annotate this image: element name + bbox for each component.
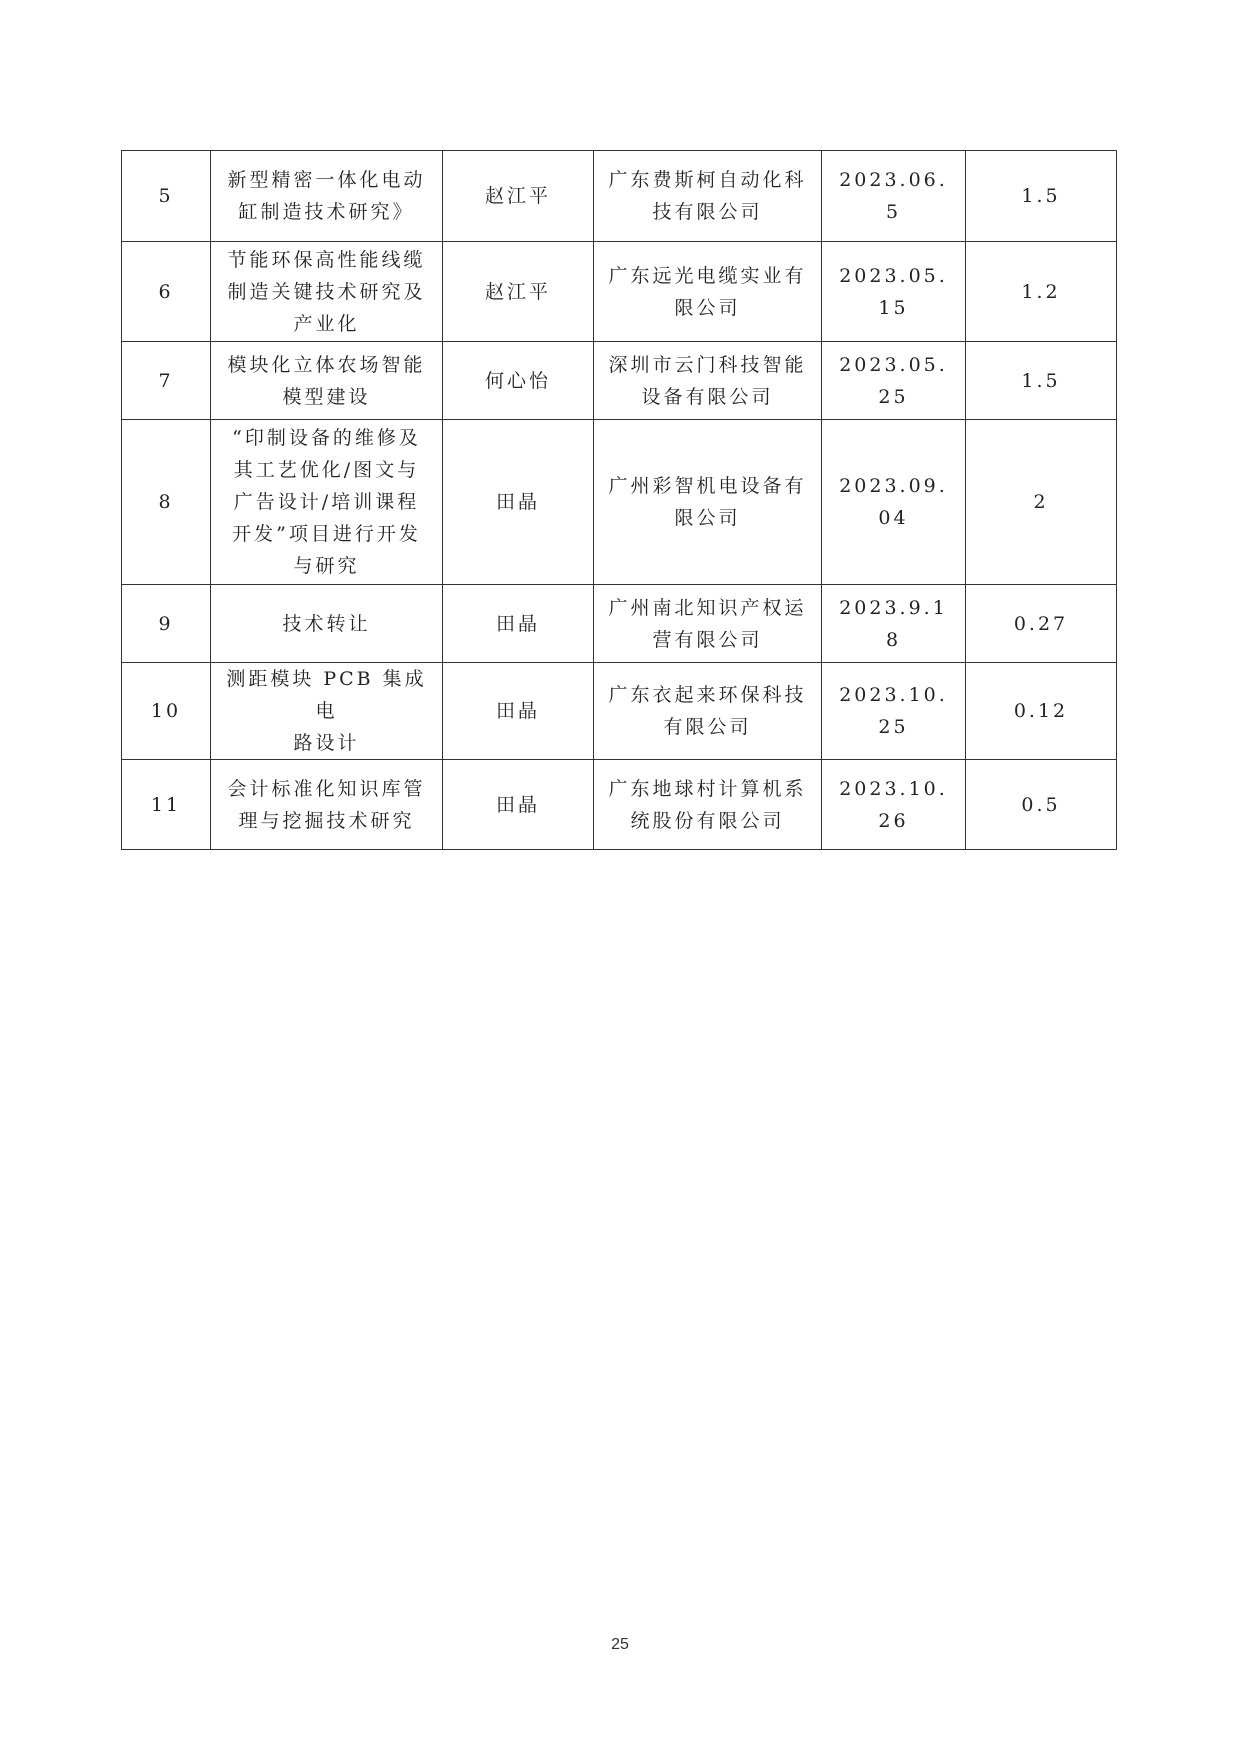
contract-amount: 2 bbox=[966, 420, 1117, 585]
table-row bbox=[122, 151, 1117, 242]
contract-amount: 0.27 bbox=[966, 585, 1117, 663]
contract-amount: 1.2 bbox=[966, 242, 1117, 342]
project-name: 技术转让 bbox=[211, 585, 443, 663]
row-number: 8 bbox=[122, 420, 211, 585]
row-number: 11 bbox=[122, 760, 211, 850]
contract-date: 2023.05.25 bbox=[822, 342, 966, 420]
page-number: 25 bbox=[611, 1636, 629, 1653]
person-name: 赵江平 bbox=[443, 151, 594, 242]
person-name: 赵江平 bbox=[443, 242, 594, 342]
project-name: “印制设备的维修及 其工艺优化/图文与 广告设计/培训课程 开发”项目进行开发 与研究 bbox=[211, 420, 443, 585]
project-name: 会计标准化知识库管 理与挖掘技术研究 bbox=[211, 760, 443, 850]
row-number: 10 bbox=[122, 663, 211, 760]
contract-date: 2023.05.15 bbox=[822, 242, 966, 342]
person-name: 田晶 bbox=[443, 663, 594, 760]
table-row bbox=[122, 242, 1117, 342]
contract-amount: 1.5 bbox=[966, 151, 1117, 242]
contract-date: 2023.09.04 bbox=[822, 420, 966, 585]
company-name: 广东费斯柯自动化科 技有限公司 bbox=[594, 151, 822, 242]
company-name: 广东地球村计算机系 统股份有限公司 bbox=[594, 760, 822, 850]
company-name: 广东衣起来环保科技 有限公司 bbox=[594, 663, 822, 760]
project-name: 测距模块 PCB 集成电 路设计 bbox=[211, 663, 443, 760]
project-table bbox=[121, 150, 1117, 850]
contract-amount: 1.5 bbox=[966, 342, 1117, 420]
project-name: 模块化立体农场智能 模型建设 bbox=[211, 342, 443, 420]
company-name: 广州南北知识产权运 营有限公司 bbox=[594, 585, 822, 663]
row-number: 7 bbox=[122, 342, 211, 420]
contract-date: 2023.9.18 bbox=[822, 585, 966, 663]
project-name: 新型精密一体化电动 缸制造技术研究》 bbox=[211, 151, 443, 242]
company-name: 广州彩智机电设备有 限公司 bbox=[594, 420, 822, 585]
row-number: 6 bbox=[122, 242, 211, 342]
project-name: 节能环保高性能线缆 制造关键技术研究及 产业化 bbox=[211, 242, 443, 342]
person-name: 田晶 bbox=[443, 760, 594, 850]
row-number: 9 bbox=[122, 585, 211, 663]
person-name: 何心怡 bbox=[443, 342, 594, 420]
row-number: 5 bbox=[122, 151, 211, 242]
contract-amount: 0.5 bbox=[966, 760, 1117, 850]
company-name: 深圳市云门科技智能 设备有限公司 bbox=[594, 342, 822, 420]
contract-amount: 0.12 bbox=[966, 663, 1117, 760]
table-row bbox=[122, 420, 1117, 585]
table-row bbox=[122, 760, 1117, 850]
person-name: 田晶 bbox=[443, 420, 594, 585]
person-name: 田晶 bbox=[443, 585, 594, 663]
table-row bbox=[122, 663, 1117, 760]
contract-date: 2023.10.26 bbox=[822, 760, 966, 850]
table-row bbox=[122, 585, 1117, 663]
table-row bbox=[122, 342, 1117, 420]
company-name: 广东远光电缆实业有 限公司 bbox=[594, 242, 822, 342]
contract-date: 2023.06.5 bbox=[822, 151, 966, 242]
contract-date: 2023.10.25 bbox=[822, 663, 966, 760]
